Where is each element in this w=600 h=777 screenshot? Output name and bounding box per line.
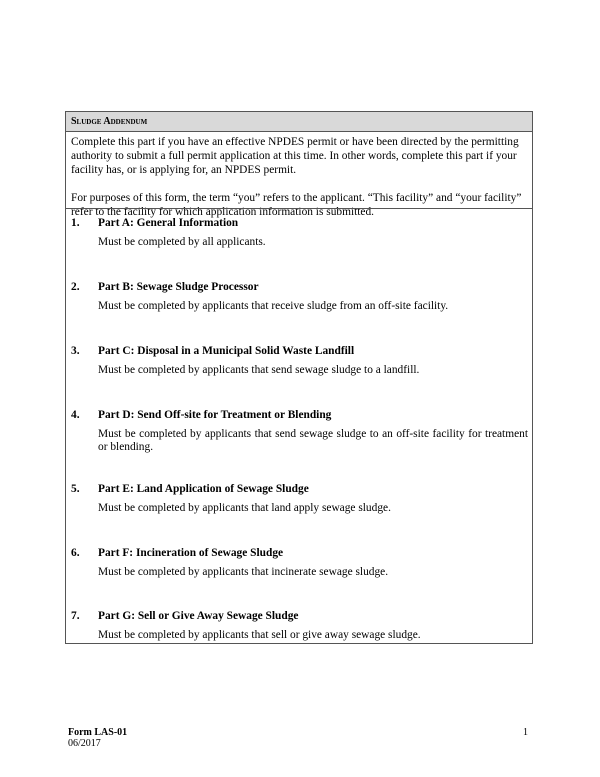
intro-paragraph: For purposes of this form, the term “you” refers to the applicant. “This facility” and “your facility” refer to the facility for which application information is submitted. (71, 192, 522, 218)
part-title: Part G: Sell or Give Away Sewage Sludge (98, 610, 299, 622)
part-title: Part D: Send Off-site for Treatment or Blending (98, 409, 332, 421)
part-number: 4. (71, 409, 80, 421)
part-number: 2. (71, 281, 80, 293)
part-number: 3. (71, 345, 80, 357)
part-title: Part A: General Information (98, 217, 239, 229)
part-description: Must be completed by applicants that receive sludge from an off-site facility. (98, 300, 449, 312)
part-title: Part C: Disposal in a Municipal Solid Waste Landfill (98, 345, 355, 357)
intro-section (66, 132, 532, 219)
part-number: 7. (71, 610, 80, 622)
form-date: 06/2017 (68, 738, 101, 749)
part-title: Part F: Incineration of Sewage Sludge (98, 547, 284, 559)
page-number: 1 (523, 727, 528, 738)
part-description: Must be completed by applicants that send sewage sludge to a landfill. (98, 364, 420, 376)
part-number: 1. (71, 217, 80, 229)
sludge-addendum-box (65, 111, 533, 644)
part-description: Must be completed by applicants that sell or give away sewage sludge. (98, 629, 421, 641)
part-description: Must be completed by applicants that land apply sewage sludge. (98, 502, 391, 514)
part-number: 6. (71, 547, 80, 559)
part-title: Part B: Sewage Sludge Processor (98, 281, 259, 293)
part-number: 5. (71, 483, 80, 495)
footer-form-info (68, 727, 127, 749)
part-title: Part E: Land Application of Sewage Sludge (98, 483, 309, 495)
intro-paragraph: Complete this part if you have an effective NPDES permit or have been directed by the permitting authority to submit a full permit application at this time. In other words, complete this part if your facility has, or is applying for, an NPDES permit. (71, 136, 519, 176)
part-description: Must be completed by applicants that send sewage sludge to an off-site facility for treatment or blending. (98, 428, 528, 453)
part-description: Must be completed by all applicants. (98, 236, 266, 248)
part-description: Must be completed by applicants that incinerate sewage sludge. (98, 566, 389, 578)
section-header: Sludge Addendum (66, 112, 532, 132)
form-id: Form LAS-01 (68, 727, 128, 738)
section-divider (66, 208, 532, 209)
